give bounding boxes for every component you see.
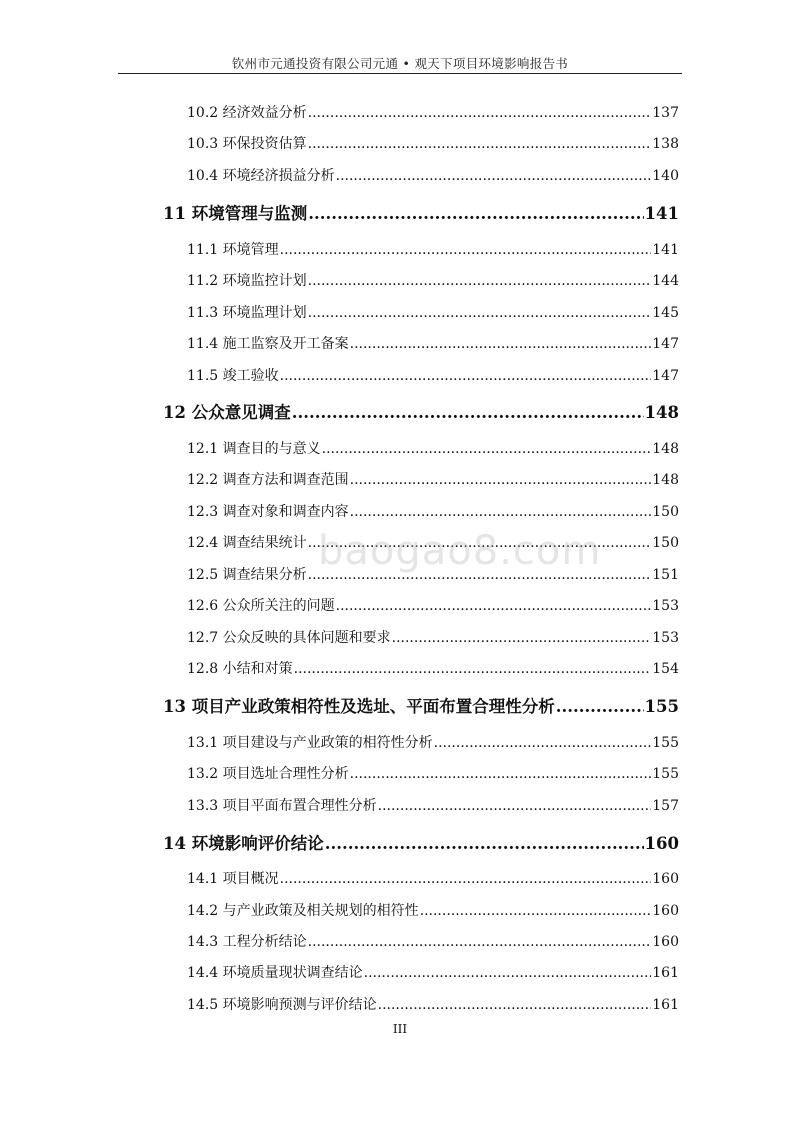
toc-entry-title: 11.4 施工监察及开工备案	[187, 336, 349, 352]
toc-chapter-entry[interactable]	[163, 830, 679, 854]
toc-entry-title: 11 环境管理与监测	[163, 204, 308, 223]
toc-dot-leader	[308, 136, 652, 152]
header-title: 钦州市元通投资有限公司元通 • 观天下项目环境影响报告书	[231, 56, 569, 71]
toc-chapter-entry[interactable]	[163, 399, 679, 423]
toc-section-entry[interactable]	[187, 469, 679, 489]
page-number: III	[392, 1022, 408, 1036]
toc-entry-page-number: 147	[652, 336, 679, 352]
toc-chapter-entry[interactable]	[163, 200, 679, 224]
toc-dot-leader	[336, 598, 652, 614]
toc-entry-page-number: 148	[652, 441, 679, 457]
toc-section-entry[interactable]	[187, 962, 679, 982]
toc-section-entry[interactable]	[187, 900, 679, 920]
toc-entry-page-number: 160	[652, 871, 679, 887]
toc-dot-leader	[308, 273, 652, 289]
toc-dot-leader	[350, 504, 652, 520]
toc-entry-title: 13.3 项目平面布置合理性分析	[187, 798, 377, 814]
toc-entry-title: 12 公众意见调查	[163, 403, 291, 422]
toc-section-entry[interactable]	[187, 438, 679, 458]
toc-entry-page-number: 138	[652, 136, 679, 152]
toc-entry-title: 11.5 竣工验收	[187, 368, 279, 384]
toc-entry-title: 12.2 调查方法和调查范围	[187, 472, 349, 488]
toc-section-entry[interactable]	[187, 795, 679, 815]
toc-section-entry[interactable]	[187, 994, 679, 1014]
toc-section-entry[interactable]	[187, 763, 679, 783]
toc-entry-title: 10.3 环保投资估算	[187, 136, 307, 152]
toc-entry-page-number: 147	[652, 368, 679, 384]
toc-entry-page-number: 161	[652, 965, 679, 981]
toc-section-entry[interactable]	[187, 239, 679, 259]
toc-entry-page-number: 155	[652, 766, 679, 782]
toc-entry-title: 14.3 工程分析结论	[187, 934, 307, 950]
toc-entry-title: 14.5 环境影响预测与评价结论	[187, 997, 377, 1013]
toc-entry-page-number: 154	[652, 661, 679, 677]
toc-entry-page-number: 145	[652, 305, 679, 321]
toc-entry-title: 12.6 公众所关注的问题	[187, 598, 335, 614]
toc-section-entry[interactable]	[187, 595, 679, 615]
toc-section-entry[interactable]	[187, 365, 679, 385]
toc-section-entry[interactable]	[187, 931, 679, 951]
toc-dot-leader	[378, 798, 652, 814]
toc-entry-title: 11.3 环境监理计划	[187, 305, 307, 321]
toc-dot-leader	[325, 834, 644, 853]
toc-section-entry[interactable]	[187, 501, 679, 521]
toc-entry-title: 11.2 环境监控计划	[187, 273, 307, 289]
toc-entry-page-number: 148	[652, 472, 679, 488]
toc-section-entry[interactable]	[187, 102, 679, 122]
toc-section-entry[interactable]	[187, 165, 679, 185]
toc-entry-page-number: 155	[644, 697, 679, 716]
toc-entry-title: 12.5 调查结果分析	[187, 567, 307, 583]
toc-entry-title: 12.3 调查对象和调查内容	[187, 504, 349, 520]
toc-dot-leader	[350, 336, 652, 352]
toc-dot-leader	[392, 630, 652, 646]
toc-section-entry[interactable]	[187, 627, 679, 647]
toc-entry-title: 14 环境影响评价结论	[163, 834, 324, 853]
toc-entry-page-number: 153	[652, 630, 679, 646]
toc-chapter-entry[interactable]	[163, 693, 679, 717]
toc-dot-leader	[294, 661, 652, 677]
toc-dot-leader	[378, 997, 652, 1013]
toc-entry-page-number: 160	[644, 834, 679, 853]
toc-dot-leader	[434, 735, 652, 751]
toc-entry-page-number: 153	[652, 598, 679, 614]
toc-entry-title: 10.4 环境经济损益分析	[187, 168, 335, 184]
toc-entry-title: 13.2 项目选址合理性分析	[187, 766, 349, 782]
toc-entry-page-number: 161	[652, 997, 679, 1013]
toc-entry-page-number: 157	[652, 798, 679, 814]
toc-entry-page-number: 141	[644, 204, 679, 223]
toc-entry-title: 14.4 环境质量现状调查结论	[187, 965, 363, 981]
toc-dot-leader	[364, 965, 652, 981]
watermark: baogao8.com	[318, 528, 602, 574]
toc-dot-leader	[350, 472, 652, 488]
toc-entry-page-number: 155	[652, 735, 679, 751]
toc-entry-title: 12.8 小结和对策	[187, 661, 293, 677]
toc-entry-page-number: 151	[652, 567, 679, 583]
toc-dot-leader	[350, 766, 652, 782]
toc-entry-page-number: 141	[652, 242, 679, 258]
toc-entry-title: 11.1 环境管理	[187, 242, 279, 258]
toc-entry-page-number: 140	[652, 168, 679, 184]
toc-dot-leader	[308, 105, 652, 121]
toc-dot-leader	[308, 934, 652, 950]
toc-entry-page-number: 137	[652, 105, 679, 121]
toc-section-entry[interactable]	[187, 302, 679, 322]
toc-entry-title: 10.2 经济效益分析	[187, 105, 307, 121]
toc-entry-title: 13.1 项目建设与产业政策的相符性分析	[187, 735, 433, 751]
toc-entry-title: 12.4 调查结果统计	[187, 535, 307, 551]
toc-entry-title: 14.1 项目概况	[187, 871, 279, 887]
toc-section-entry[interactable]	[187, 270, 679, 290]
toc-dot-leader	[280, 242, 652, 258]
toc-section-entry[interactable]	[187, 133, 679, 153]
toc-entry-title: 12.1 调查目的与意义	[187, 441, 321, 457]
toc-entry-page-number: 144	[652, 273, 679, 289]
toc-entry-page-number: 148	[644, 403, 679, 422]
toc-entry-page-number: 160	[652, 903, 679, 919]
toc-dot-leader	[308, 305, 652, 321]
toc-dot-leader	[292, 403, 644, 422]
toc-section-entry[interactable]	[187, 658, 679, 678]
toc-entry-title: 12.7 公众反映的具体问题和要求	[187, 630, 391, 646]
toc-dot-leader	[308, 204, 643, 223]
toc-dot-leader	[420, 903, 652, 919]
toc-entry-title: 13 项目产业政策相符性及选址、平面布置合理性分析	[163, 697, 555, 716]
toc-entry-page-number: 150	[652, 535, 679, 551]
toc-entry-page-number: 150	[652, 504, 679, 520]
toc-section-entry[interactable]	[187, 333, 679, 353]
toc-entry-title: 14.2 与产业政策及相关规划的相符性	[187, 903, 419, 919]
toc-dot-leader	[322, 441, 652, 457]
toc-section-entry[interactable]	[187, 732, 679, 752]
toc-dot-leader	[280, 368, 652, 384]
toc-dot-leader	[336, 168, 652, 184]
toc-entry-page-number: 160	[652, 934, 679, 950]
toc-dot-leader	[556, 697, 644, 716]
toc-section-entry[interactable]	[187, 868, 679, 888]
toc-dot-leader	[280, 871, 652, 887]
